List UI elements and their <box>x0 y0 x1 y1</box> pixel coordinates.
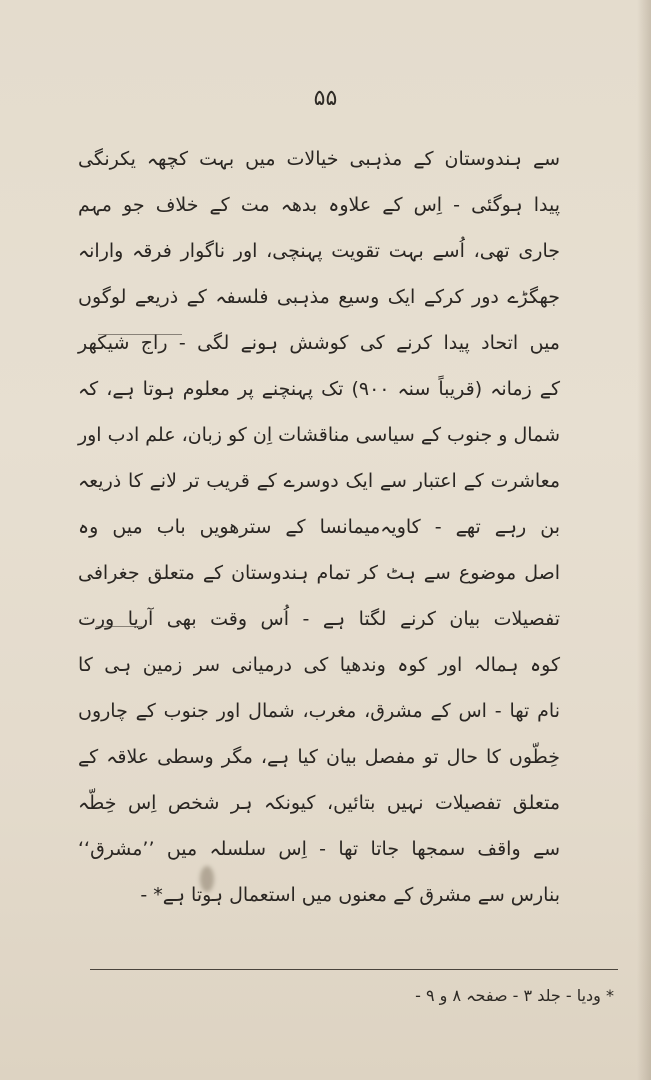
body-text <box>78 136 560 918</box>
footnote-divider <box>90 969 618 970</box>
text-line: معاشرت کے اعتبار سے ایک دوسرے کے قریب تر لانے کا ذریعہ <box>78 470 560 492</box>
text-line: میں اتحاد پیدا کرنے کی کوشش ہونے لگی - راج شیکھر <box>78 332 560 354</box>
text-line: سے ہندوستان کے مذہبی خیالات میں بہت کچھہ یکرنگی <box>78 148 560 170</box>
text-line: بن رہے تھے - کاویہ‌میمانسا کے سترھویں باب میں وہ <box>78 516 560 538</box>
text-line: نام تھا - اس کے مشرق، مغرب، شمال اور جنوب کے چاروں <box>78 700 560 722</box>
text-line: جاری تھی، اُسے بہت تقویت پہنچی، اور ناگوار فرقہ وارانہ <box>78 240 560 262</box>
text-line: کوہ ہمالہ اور کوہ وندھیا کی درمیانی سر زمین ہی کا <box>78 654 560 676</box>
text-line: کے زمانہ (قریباً سنہ ۹۰۰) تک پہنچنے پر معلوم ہوتا ہے، کہ <box>78 378 560 400</box>
text-line: سے واقف سمجھا جاتا تھا - اِس سلسلہ میں ’’مشرق‘‘ <box>78 838 560 860</box>
page-number: ۵۵ <box>313 86 338 111</box>
text-line: پیدا ہوگئی - اِس کے علاوہ بدھہ مت کے خلاف جو مہم <box>78 194 560 216</box>
text-line: اصل موضوع سے ہٹ کر تمام ہندوستان کے متعلق جغرافی <box>78 562 560 584</box>
text-line: تفصیلات بیان کرنے لگتا ہے - اُس وقت بھی آریا ورت <box>78 608 560 630</box>
footnote: * ودیا - جلد ۳ - صفحہ ۸ و ۹ - <box>415 986 614 1005</box>
text-line: بنارس سے مشرق کے معنوں میں استعمال ہوتا ہے* - <box>140 884 560 906</box>
text-line: متعلق تفصیلات نہیں بتائیں، کیونکہ ہر شخص اِس خِطّہ <box>78 792 560 814</box>
text-line: شمال و جنوب کے سیاسی مناقشات اِن کو زبان، علم ادب اور <box>77 424 560 446</box>
text-line: خِطّوں کا حال تو مفصل بیان کیا ہے، مگر وسطی علاقہ کے <box>78 746 560 768</box>
ink-smudge <box>200 866 214 892</box>
text-line: جھگڑے دور کرکے ایک وسیع مذہبی فلسفہ کے ذریعے لوگوں <box>78 286 560 308</box>
pen-underline-mark <box>96 626 142 627</box>
page-edge-shadow <box>637 0 651 1080</box>
pen-underline-mark <box>98 334 182 335</box>
